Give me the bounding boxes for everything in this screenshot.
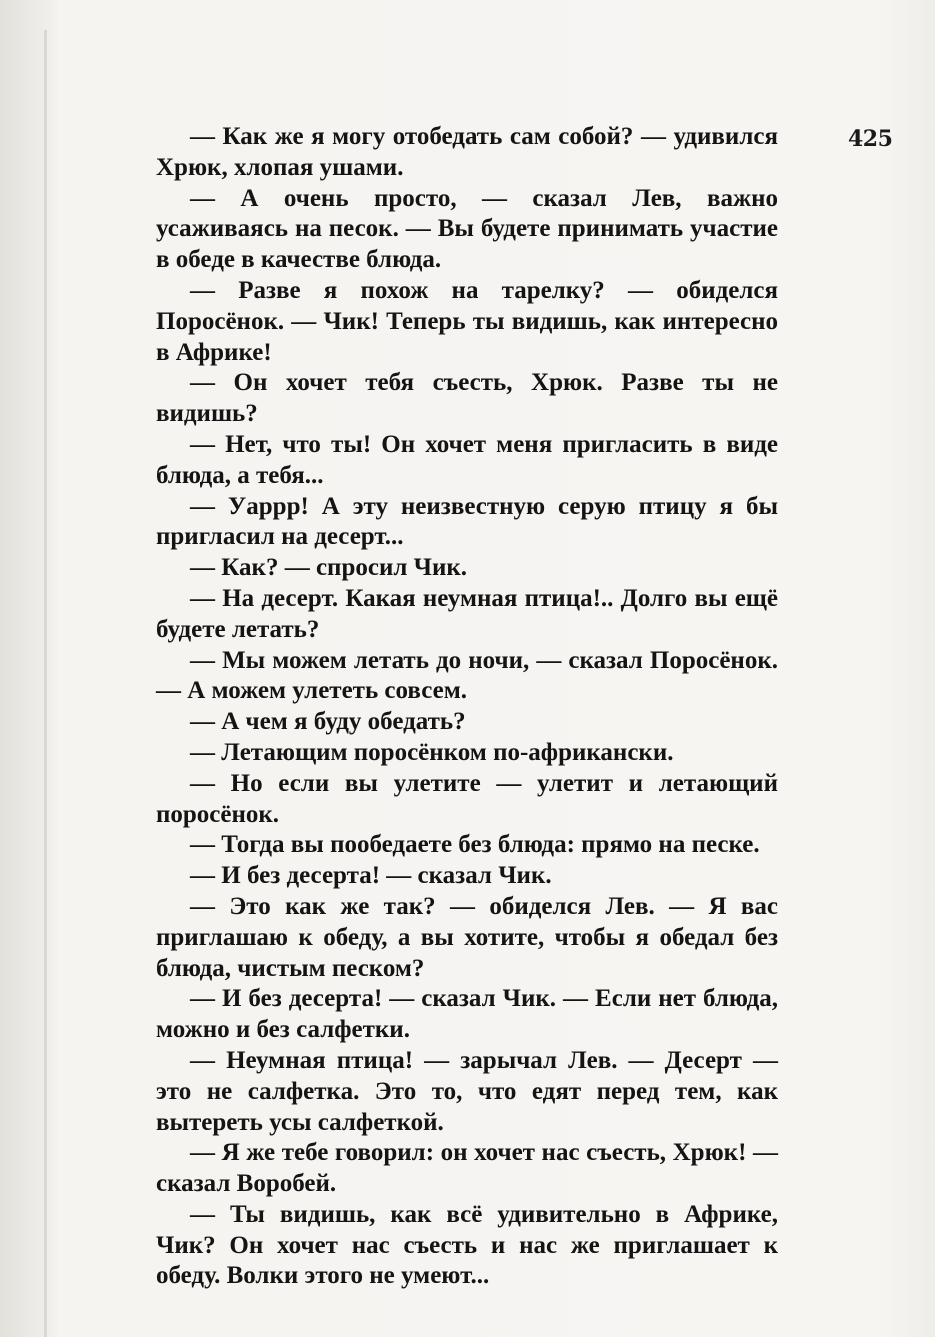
paragraph: — И без десерта! — сказал Чик. — Если нет блюда, можно и без салфетки. <box>156 985 778 1044</box>
paragraph: — А чем я буду обедать? <box>190 708 466 736</box>
paragraph: — Но если вы улетите — улетит и летающий поросёнок. <box>156 769 778 828</box>
paragraph: — На десерт. Какая неумная птица!.. Долго вы ещё будете летать? <box>156 584 778 643</box>
paragraph: — Он хочет тебя съесть, Хрюк. Разве ты не видишь? <box>156 369 778 428</box>
page-number: 425 <box>848 126 893 152</box>
paragraph: — Уаррр! А эту неизвестную серую птицу я бы пригласил на десерт... <box>156 492 778 551</box>
paragraph: — Нет, что ты! Он хочет меня пригласить в виде блюда, а тебя... <box>156 430 778 489</box>
paragraph: — Как же я могу отобедать сам собой? — удивился Хрюк, хлопая ушами. <box>156 123 778 181</box>
gutter-line <box>44 30 47 1337</box>
paragraph: — И без десерта! — сказал Чик. <box>190 862 552 890</box>
paragraph: — Неумная птица! — зарычал Лев. — Десерт — это не салфетка. Это то, что едят перед тем, как вытереть усы салфеткой. <box>156 1046 778 1136</box>
paragraph: — Мы можем летать до ночи, — сказал Поросёнок. — А можем улететь совсем. <box>156 646 778 705</box>
body-text <box>156 122 778 1292</box>
gutter-shadow <box>0 0 58 1337</box>
paragraph: — А очень просто, — сказал Лев, важно усаживаясь на песок. — Вы будете принимать участие в обеде в качестве блюда. <box>156 184 778 274</box>
paragraph: — Тогда вы пообедаете без блюда: прямо на песке. <box>190 831 760 859</box>
paragraph: — Ты видишь, как всё удивительно в Африке, Чик? Он хочет нас съесть и нас же приглашает к обеду. Волки этого не умеют... <box>156 1200 778 1290</box>
paragraph: — Разве я похож на тарелку? — обиделся Поросёнок. — Чик! Теперь ты видишь, как интересно в Африке! <box>156 276 778 366</box>
paragraph: — Это как же так? — обиделся Лев. — Я вас приглашаю к обеду, а вы хотите, чтобы я обедал без блюда, чистым песком? <box>156 892 778 982</box>
paragraph: — Как? — спросил Чик. <box>190 554 468 582</box>
paragraph: — Я же тебе говорил: он хочет нас съесть, Хрюк! — сказал Воробей. <box>156 1139 778 1198</box>
paragraph: — Летающим поросёнком по-африкански. <box>190 738 674 766</box>
